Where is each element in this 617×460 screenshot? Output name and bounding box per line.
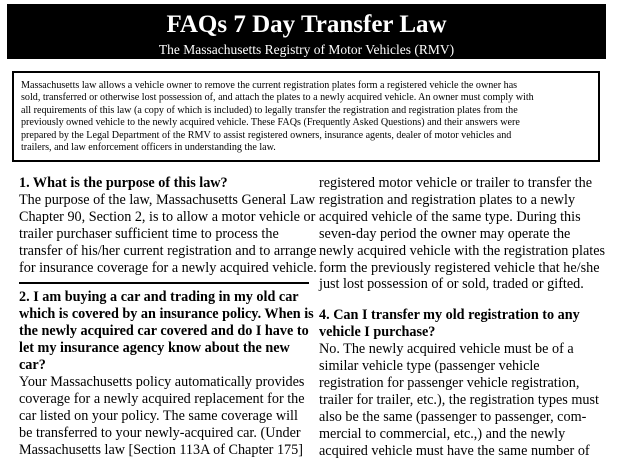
intro-line: sold, transferred or otherwise lost possession of, and attach the plates to a newly acquired vehicle. An owner must comply with	[21, 92, 534, 104]
answer-line: acquired vehicle of the same type. During this	[319, 208, 581, 225]
left-column	[19, 175, 317, 459]
answer-line: be transferred to your newly-acquired car. (Under	[19, 424, 301, 441]
question-line: 2. I am buying a car and trading in my old car	[19, 289, 299, 306]
answer-line: car listed on your policy. The same coverage will	[19, 407, 298, 424]
answer-1	[19, 191, 317, 277]
question-line: which is covered by an insurance policy. When is	[19, 306, 314, 323]
answer-2	[19, 374, 310, 459]
answer-line: form the previously registered vehicle that he/she	[319, 259, 600, 276]
answer-line: registered motor vehicle or trailer to transfer the	[319, 175, 592, 191]
question-line: car?	[19, 357, 46, 374]
answer-line: trailer for trailer, etc.), the registration types must	[319, 391, 599, 408]
answer-line: transfer of his/her current registration and to arrange	[19, 242, 317, 259]
document-subtitle: The Massachusetts Registry of Motor Vehicles (RMV)	[158, 42, 455, 57]
intro-line: Massachusetts law allows a vehicle owner to remove the current registration plates form a registered vehicle the owner has	[21, 80, 518, 91]
answer-line: newly acquired vehicle with the registration plates	[319, 242, 606, 259]
answer-line: for insurance coverage for a newly acquired vehicle.	[19, 259, 317, 276]
question-line: the newly acquired car covered and do I have to	[19, 323, 309, 340]
answer-line: Your Massachusetts policy automatically provides	[19, 373, 305, 390]
answer-line: No. The newly acquired vehicle must be of a	[319, 341, 574, 358]
intro-line: previously owned vehicle to the newly acquired vehicle. These FAQs (Frequently Asked Questions) and their answers were	[21, 117, 520, 129]
question-line: vehicle I purchase?	[319, 324, 436, 341]
question-2	[19, 289, 314, 374]
intro-line: trailers, and law enforcement officers in understanding the law.	[21, 142, 276, 154]
answer-line: Chapter 90, Section 2, is to allow a motor vehicle or	[19, 208, 316, 225]
answer-line: mercial to commercial, etc.,) and the newly	[319, 425, 566, 442]
answer-line: coverage for a newly acquired replacement for the	[19, 390, 305, 407]
answer-line: just lost possession of or sold, traded or gifted.	[319, 276, 584, 293]
answer-line: also be the same (passenger to passenger, com-	[319, 408, 587, 425]
answer-3-continued	[319, 175, 606, 293]
question-1	[19, 175, 310, 192]
right-column	[319, 175, 606, 460]
document-title: FAQs 7 Day Transfer Law	[166, 11, 447, 38]
answer-line: similar vehicle type (passenger vehicle	[319, 358, 540, 375]
intro-box	[12, 71, 600, 162]
document-header	[7, 4, 606, 59]
answer-line: The purpose of the law, Massachusetts General Law	[19, 191, 316, 208]
answer-line: Massachusetts law [Section 113A of Chapter 175]	[19, 441, 303, 458]
answer-line: registration for passenger vehicle registration,	[319, 374, 580, 391]
answer-line: trailer purchaser sufficient time to process the	[19, 225, 279, 242]
answer-4	[319, 341, 598, 459]
question-line: 1. What is the purpose of this law?	[19, 175, 228, 191]
question-line: 4. Can I transfer my old registration to any	[319, 307, 580, 324]
answer-line: acquired vehicle must have the same number of	[319, 442, 590, 459]
answer-line: seven-day period the owner may operate the	[319, 225, 571, 242]
question-4	[319, 307, 598, 341]
answer-line: registration and registration plates to a newly	[319, 191, 576, 208]
intro-line: all requirements of this law (a copy of which is included) to legally transfer the registration and registration plates from the	[21, 104, 518, 116]
question-line: let my insurance agency know about the new	[19, 340, 290, 357]
intro-line: prepared by the Legal Department of the RMV to assist registered owners, insurance agents, dealer of motor vehicles and	[21, 129, 512, 141]
section-divider	[19, 282, 309, 284]
section-spacer	[319, 293, 598, 307]
